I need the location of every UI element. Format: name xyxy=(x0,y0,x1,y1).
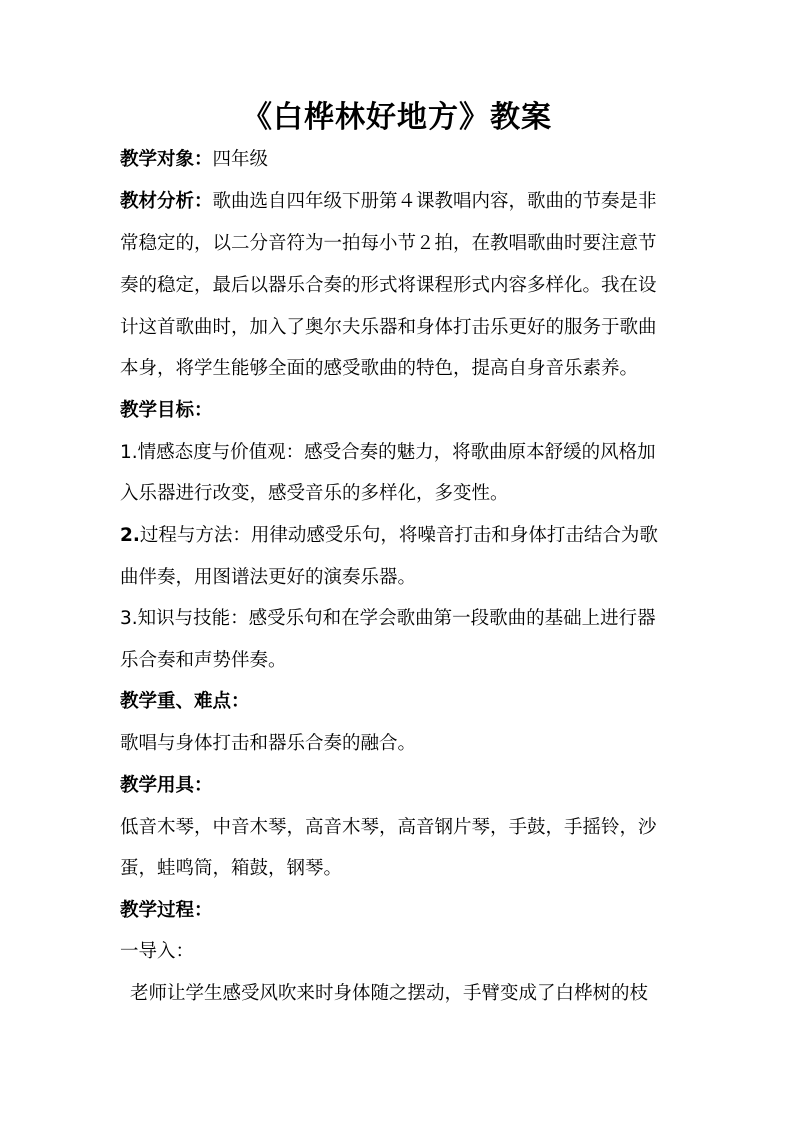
analysis-line-1 xyxy=(120,189,657,215)
tools-heading: 教学用具： xyxy=(120,775,213,796)
goal-1-text-1: 情感态度与价值观：感受合奏的魅力，将歌曲原本舒缓的风格加 xyxy=(137,442,656,463)
analysis-line-3: 奏的稳定，最后以器乐合奏的形式将课程形式内容多样化。我在设 xyxy=(120,275,657,296)
analysis-label: 教材分析： xyxy=(120,191,213,212)
tools-line-1: 低音木琴，中音木琴，高音木琴，高音钢片琴，手鼓，手摇铃，沙 xyxy=(120,817,657,838)
goal-1-number: 1. xyxy=(120,442,138,463)
keypoints-text: 歌唱与身体打击和器乐合奏的融合。 xyxy=(120,733,417,754)
goal-2-text-1: 过程与方法：用律动感受乐句，将噪音打击和身体打击结合为歌 xyxy=(139,525,658,546)
goal-2-line-1 xyxy=(120,523,658,549)
process-heading: 教学过程： xyxy=(120,900,213,921)
target-value: 四年级 xyxy=(212,149,269,170)
tools-line-2: 蛋，蛙鸣筒，箱鼓，钢琴。 xyxy=(120,858,343,879)
goal-2-number: 2. xyxy=(120,525,140,546)
goal-3-line-1 xyxy=(120,606,656,632)
document-title: 《白桦林好地方》教案 xyxy=(242,100,552,135)
analysis-text-1: 歌曲选自四年级下册第４课教唱内容，歌曲的节奏是非 xyxy=(212,191,657,212)
target-label: 教学对象： xyxy=(120,149,213,170)
goal-2-line-2: 曲伴奏，用图谱法更好的演奏乐器。 xyxy=(120,567,417,588)
goal-3-text-1: 知识与技能：感受乐句和在学会歌曲第一段歌曲的基础上进行器 xyxy=(137,608,656,629)
goals-heading: 教学目标： xyxy=(120,400,213,421)
analysis-line-4: 计这首歌曲时，加入了奥尔夫乐器和身体打击乐更好的服务于歌曲 xyxy=(120,317,657,338)
goal-3-line-2: 乐合奏和声势伴奏。 xyxy=(120,650,287,671)
process-step-1: 一导入： xyxy=(120,941,195,962)
keypoints-heading: 教学重、难点： xyxy=(120,691,250,712)
analysis-line-5: 本身，将学生能够全面的感受歌曲的特色，提高自身音乐素养。 xyxy=(120,358,639,379)
target-line xyxy=(120,147,268,173)
goal-1-line-2: 入乐器进行改变，感受音乐的多样化，多变性。 xyxy=(120,483,509,504)
analysis-line-2: 常稳定的，以二分音符为一拍每小节２拍，在教唱歌曲时要注意节 xyxy=(120,233,657,254)
goal-3-number: 3. xyxy=(120,608,138,629)
goal-1-line-1 xyxy=(120,440,656,466)
process-text: 老师让学生感受风吹来时身体随之摆动，手臂变成了白桦树的枝 xyxy=(130,983,649,1004)
